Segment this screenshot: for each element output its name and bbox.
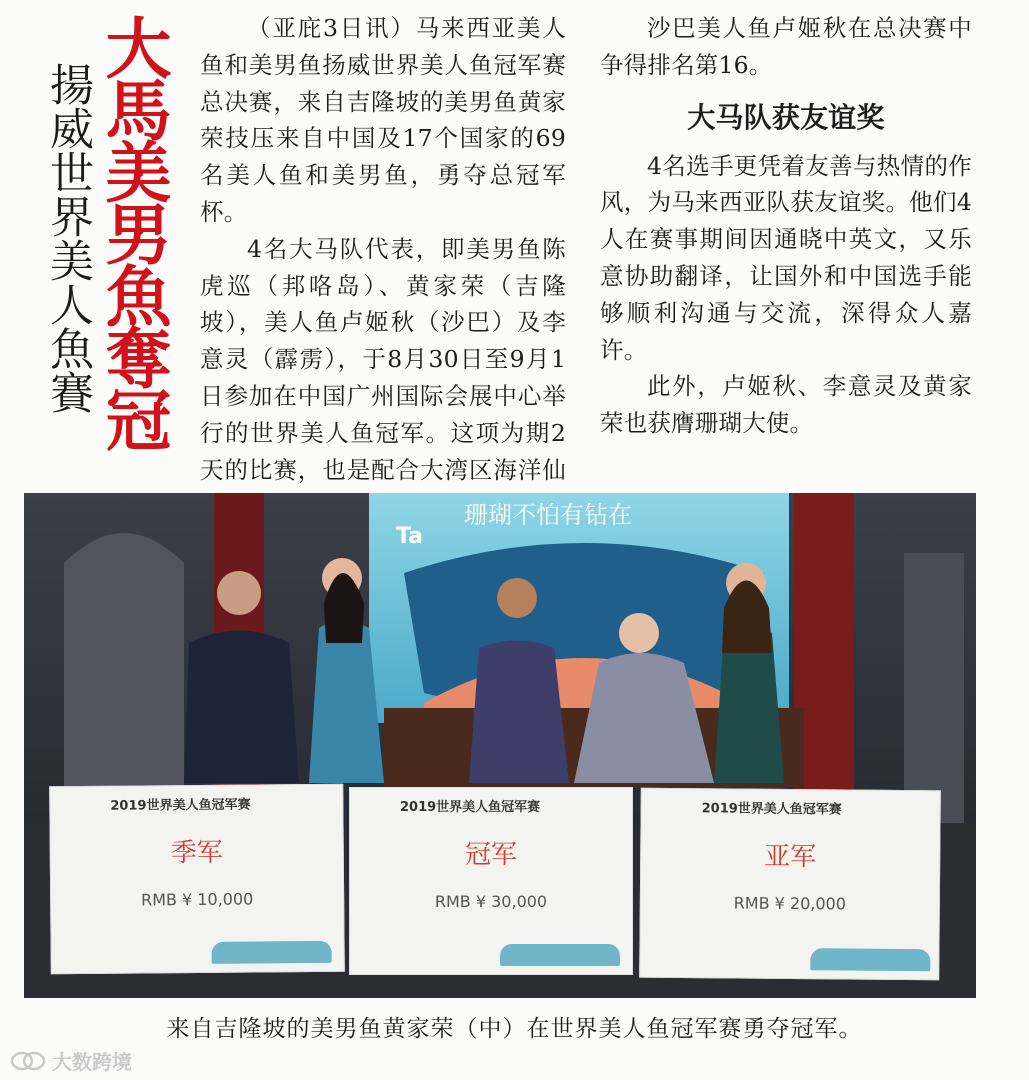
paragraph-4: 4名选手更凭着友善与热情的作风，为马来西亚队获友谊奖。他们4人在赛事期间因通晓中英文，又乐意协助翻译，让国外和中国选手能够顺利沟通与交流，深得众人嘉许。 [600,151,972,364]
board-amount: RMB ¥ 10,000 [140,889,254,910]
board-wave-decoration [500,944,620,966]
backdrop-logo: Ta [396,524,424,549]
article-column-right [600,10,972,442]
board-amount: RMB ¥ 30,000 [434,892,548,911]
prize-board-second [639,788,941,981]
article-subhead: 揚威世界美人魚賽 [42,62,93,414]
paragraph-5: 此外，卢姬秋、李意灵及黄家荣也获膺珊瑚大使。 [600,372,972,438]
paragraph-1: （亚庇3日讯）马来西亚美人鱼和美男鱼扬威世界美人鱼冠军赛总决赛，来自吉隆坡的美男鱼黄家荣技压来自中国及17个国家的69名美人鱼和美男鱼，勇夺总冠军杯。 [200,14,566,226]
board-header: 2019世界美人鱼冠军赛 [701,801,842,818]
watermark [10,1046,132,1075]
prize-board-third [49,784,345,975]
left-arch [64,533,184,823]
board-title: 亚军 [764,841,817,873]
board-wave-decoration [212,941,332,964]
paragraph-2: 4名大马队代表，即美男鱼陈虎巡（邦咯岛）、黄家荣（吉隆坡），美人鱼卢姬秋（沙巴）及李意灵（霹雳），于8月30日至9月1日参加在中国广州国际会展中心举行的世界美人鱼冠军。这项为期2天的比赛，也是配合大湾区海洋仙 [200,234,566,484]
paragraph-3: 沙巴美人鱼卢姬秋在总决赛中争得排名第16。 [600,14,972,79]
board-header: 2019世界美人鱼冠军赛 [110,797,251,814]
prize-board-first [349,787,633,975]
backdrop-text: 珊瑚不怕有钻在 [464,501,632,529]
board-header: 2019世界美人鱼冠军赛 [400,800,541,815]
board-title: 冠军 [464,840,517,870]
chat-bubbles-icon [10,1049,46,1073]
board-title: 季军 [170,837,223,869]
article-headline: 大馬美男魚奪冠 [94,14,171,448]
news-photo [24,493,976,998]
section-heading: 大马队获友谊奖 [687,100,885,134]
photo-caption: 来自吉隆坡的美男鱼黄家荣（中）在世界美人鱼冠军赛勇夺冠军。 [166,1016,863,1042]
board-wave-decoration [810,948,930,971]
board-amount: RMB ¥ 20,000 [733,893,847,914]
watermark-text: 大数跨境 [52,1050,132,1074]
article-column-middle [200,10,566,525]
